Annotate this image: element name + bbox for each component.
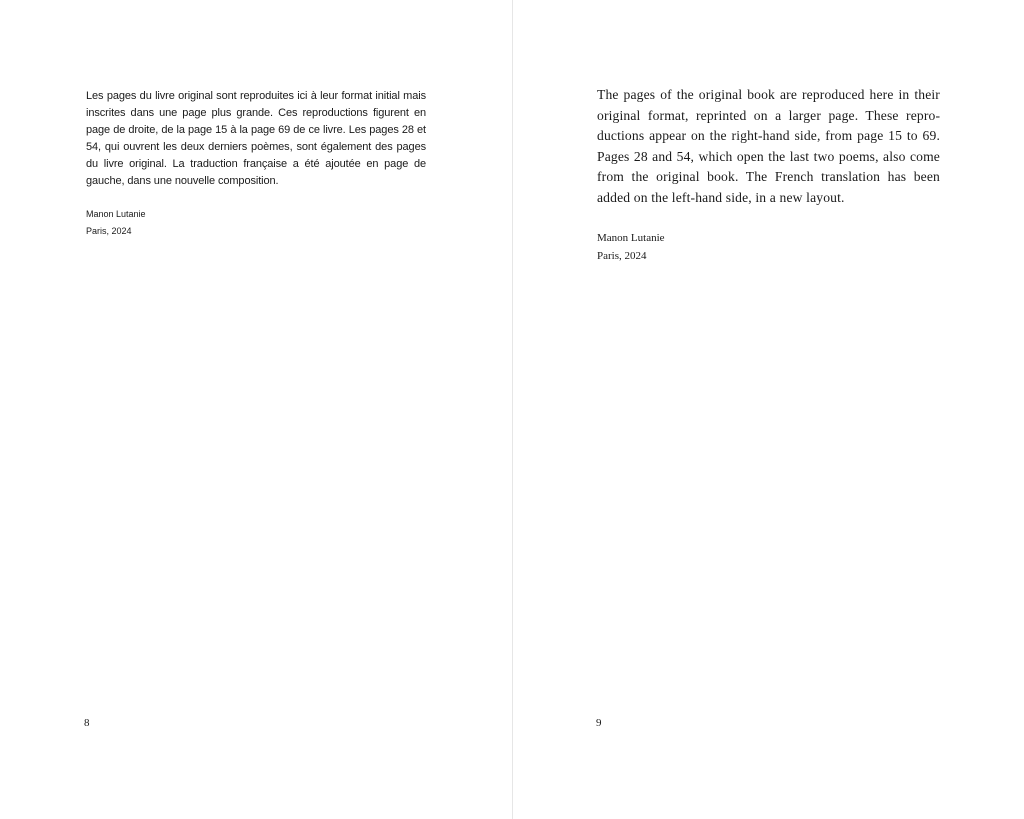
page-number-left: 8 bbox=[84, 717, 90, 729]
place-date: Paris, 2024 bbox=[597, 250, 647, 262]
page-number-right: 9 bbox=[596, 717, 602, 729]
english-note-paragraph: The pages of the original book are reproduced here in their original format, reprinted on a larger page. These reproductions appear on the right-hand side, from page 15 to 69. Pages 28 and 54, which open the last two poems, also come from the original book. The French translation has been added on the left-hand side, in a new layout. bbox=[597, 87, 940, 205]
author-name: Manon Lutanie bbox=[86, 209, 146, 219]
french-note-paragraph: Les pages du livre original sont reproduites ici à leur format initial mais inscrites dans une page plus grande. Ces reproductions figurent en page de droite, de la page 15 à la page 69 de ce livre. Les pages 28 et 54, qui ouvrent les deux derniers poèmes, sont également des pages du livre original. La traduction française a été ajoutée en page de gauche, dans une nouvelle composition. bbox=[86, 90, 426, 187]
author-name: Manon Lutanie bbox=[597, 232, 665, 244]
place-date: Paris, 2024 bbox=[86, 226, 132, 236]
english-note-signature bbox=[597, 229, 665, 265]
french-note-signature bbox=[86, 206, 146, 240]
right-page bbox=[513, 0, 1024, 819]
